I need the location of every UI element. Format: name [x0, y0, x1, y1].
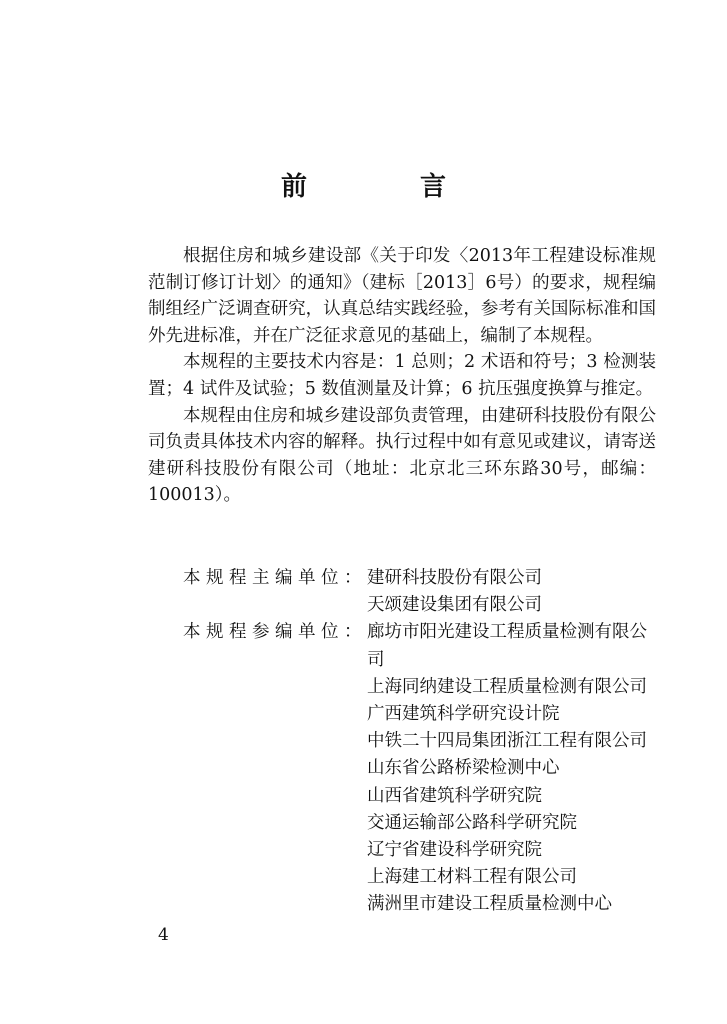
participating-editor-unit: 山西省建筑科学研究院	[367, 785, 542, 806]
participating-editor-unit: 中铁二十四局集团浙江工程有限公司	[367, 731, 647, 752]
participating-editor-unit: 山东省公路桥梁检测中心	[367, 758, 560, 779]
chief-editors-list	[367, 565, 656, 619]
participating-editors-list	[367, 619, 656, 918]
participating-editors-label: 本规程参编单位：	[183, 622, 367, 643]
participating-editor-unit: 满洲里市建设工程质量检测中心	[367, 894, 612, 915]
participating-editor-unit: 交通运输部公路科学研究院	[367, 812, 577, 833]
paragraph-background: 根据住房和城乡建设部《关于印发〈2013年工程建设标准规范制订修订计划〉的通知》（建标［2013］6号）的要求，规程编制组经广泛调查研究，认真总结实践经验，参考有关国际标准和国外先进标准，并在广泛征求意见的基础上，编制了本规程。	[148, 246, 656, 346]
participating-editor-unit: 辽宁省建设科学研究院	[367, 840, 542, 861]
chief-editors	[148, 565, 656, 619]
preface-body	[148, 243, 656, 509]
editor-units-section	[148, 565, 656, 919]
participating-editors	[148, 619, 656, 918]
page-title: 前 言	[280, 172, 499, 202]
chief-editor-unit: 建研科技股份有限公司	[367, 568, 542, 588]
participating-editor-unit: 上海同纳建设工程质量检测有限公司	[367, 676, 647, 697]
paragraph-main-content: 本规程的主要技术内容是：1 总则；2 术语和符号；3 检测装置；4 试件及试验；5 数值测量及计算；6 抗压强度换算与推定。	[148, 352, 656, 399]
participating-editor-unit: 上海建工材料工程有限公司	[367, 867, 577, 888]
chief-editor-unit: 天颂建设集团有限公司	[367, 595, 542, 616]
participating-editor-unit: 廊坊市阳光建设工程质量检测有限公司	[367, 622, 647, 670]
participating-editor-unit: 广西建筑科学研究设计院	[367, 704, 560, 725]
chief-editors-label: 本规程主编单位：	[183, 568, 367, 588]
page-number: 4	[158, 925, 169, 945]
paragraph-management: 本规程由住房和城乡建设部负责管理，由建研科技股份有限公司负责具体技术内容的解释。执行过程中如有意见或建议，请寄送建研科技股份有限公司（地址：北京北三环东路30号，邮编：100013）。	[148, 405, 656, 506]
